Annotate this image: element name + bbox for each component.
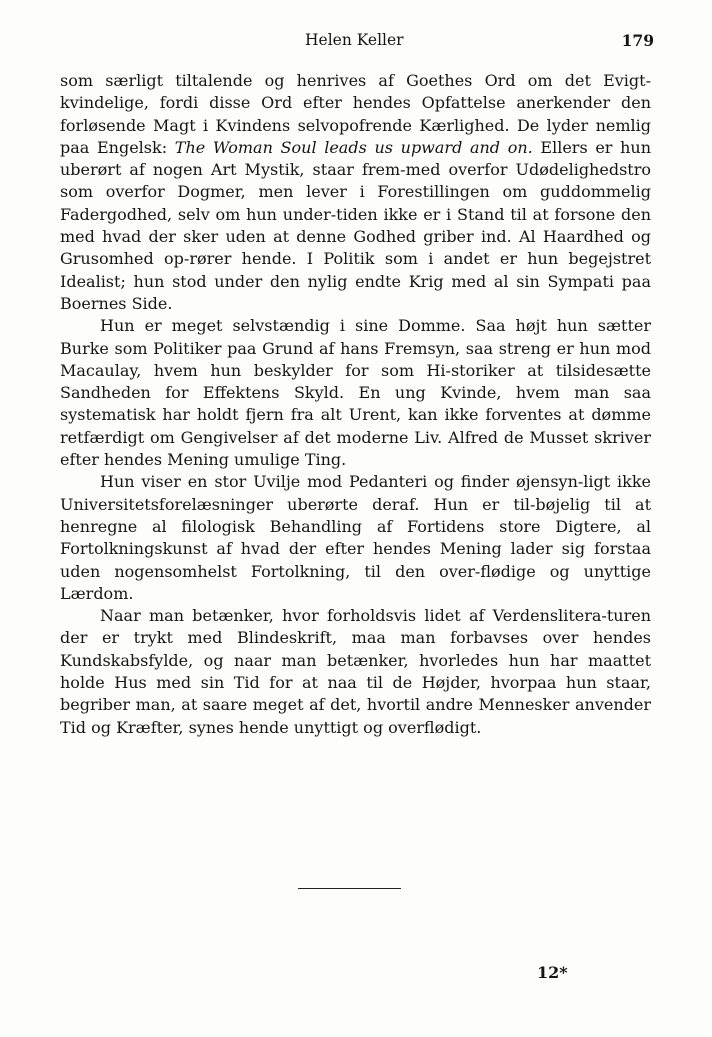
- paragraph-1-text-a: som særligt tiltalende og henrives af Goethes Ord om det Evigt-kvindelige, fordi disse Ord efter hendes Opfattelse anerkender den forløsende Magt i Kvindens selvopofrende Kærlighed. De lyder nemlig paa Engelsk:: [60, 71, 651, 157]
- paragraph-1-text-b: Ellers er hun uberørt af nogen Art Mystik, staar frem-med overfor Udødelighedstro som overfor Dogmer, men lever i Forestillingen om guddommelig Fadergodhed, selv om hun under-tiden ikke er i Stand til at forsone den med hvad der sker uden at denne Godhed griber ind. Al Haardhed og Grusomhed op-rører hende. I Politik som i andet er hun begejstret Idealist; hun stod under den nylig endte Krig med al sin Sympati paa Boernes Side.: [60, 137, 652, 313]
- paragraph-4: Naar man betænker, hvor forholdsvis lidet af Verdenslitera-turen der er trykt med Blindeskrift, maa man forbavses over hendes Kundskabsfylde, og naar man betænker, hvorledes hun har maattet holde Hus med sin Tid for at naa til de Højder, hvorpaa hun staar, begriber man, at saare meget af det, hvortil andre Mennesker anvender Tid og Kræfter, synes hende unyttigt og overflødigt.: [60, 606, 651, 737]
- english-quote: The Woman Soul leads us upward and on.: [174, 137, 533, 157]
- paragraph-1: [60, 70, 651, 315]
- page-header: [60, 31, 654, 53]
- body-text: [60, 70, 651, 739]
- divider-rule: [298, 888, 401, 889]
- page-number: 179: [621, 31, 654, 50]
- running-title: Helen Keller: [305, 31, 404, 49]
- paragraph-3: Hun viser en stor Uvilje mod Pedanteri og finder øjensyn-ligt ikke Universitetsforelæsninger uberørte deraf. Hun er til-bøjelig til at henregne al filologisk Behandling af Fortidens store Digtere, al Fortolkningskunst af hvad der efter hendes Mening lader sig forstaa uden nogensomhelst Fortolkning, til den over-flødige og unyttige Lærdom.: [60, 472, 651, 603]
- paragraph-2: Hun er meget selvstændig i sine Domme. Saa højt hun sætter Burke som Politiker paa Grund af hans Fremsyn, saa streng er hun mod Macaulay, hvem hun beskylder for som Hi-storiker at tilsidesætte Sandheden for Effektens Skyld. En ung Kvinde, hvem man saa systematisk har holdt fjern fra alt Urent, kan ikke forventes at dømme retfærdigt om Gengivelser af det moderne Liv. Alfred de Musset skriver efter hendes Mening umulige Ting.: [60, 316, 651, 470]
- signature-mark: 12*: [537, 963, 568, 982]
